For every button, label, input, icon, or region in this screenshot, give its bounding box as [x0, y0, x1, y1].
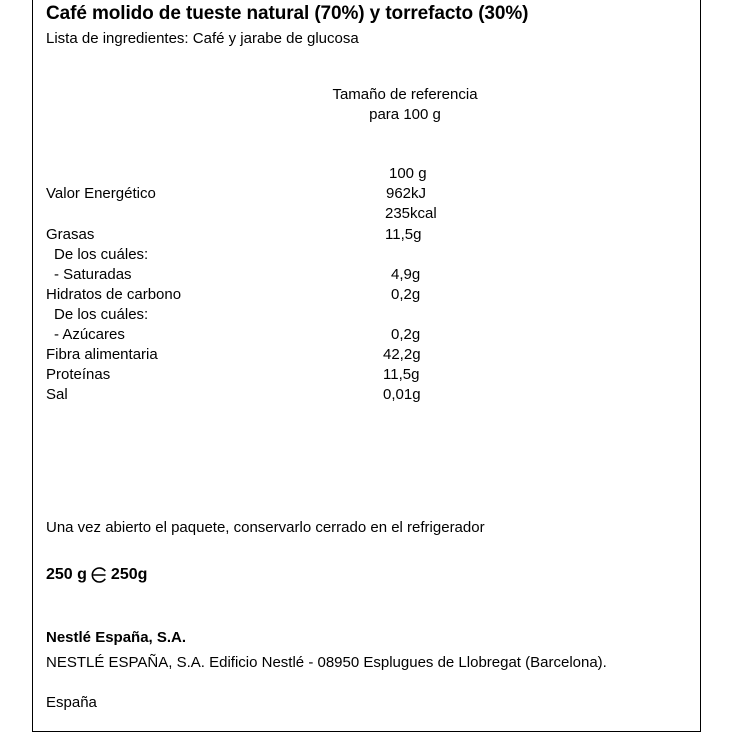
reference-size-line2: para 100 g [369, 106, 441, 123]
nutrient-sublabel: De los cuáles: [54, 306, 149, 323]
storage-note: Una vez abierto el paquete, conservarlo cerrado en el refrigerador [46, 519, 485, 536]
net-weight-value: 250g [110, 566, 148, 583]
estimated-sign-icon [90, 566, 108, 584]
nutrient-label-fibra: Fibra alimentaria [46, 346, 158, 363]
nutrient-value-azucares: 0,2g [391, 326, 421, 343]
ingredients-list: Lista de ingredientes: Café y jarabe de glucosa [46, 30, 359, 47]
net-weight [46, 566, 147, 584]
product-title: Café molido de tueste natural (70%) y torrefacto (30%) [46, 3, 529, 24]
nutrition-column-header: 100 g [389, 165, 427, 182]
nutrient-value-proteinas: 11,5g [383, 366, 420, 383]
nutrient-value-fibra: 42,2g [383, 346, 421, 363]
gross-weight-value: 250 g [46, 566, 87, 583]
nutrient-value-sal: 0,01g [383, 386, 421, 403]
nutrient-label-proteinas: Proteínas [46, 366, 111, 383]
nutrient-sublabel: De los cuáles: [54, 246, 149, 263]
nutrient-value-grasas: 11,5g [385, 226, 422, 243]
energy-label: Valor Energético [46, 185, 156, 202]
manufacturer-name: Nestlé España, S.A. [46, 629, 187, 646]
energy-kj-value: 962kJ [386, 185, 427, 202]
nutrient-value-saturadas: 4,9g [391, 266, 421, 283]
energy-kcal-value: 235kcal [385, 205, 437, 222]
manufacturer-address: NESTLÉ ESPAÑA, S.A. Edificio Nestlé - 08950 Esplugues de Llobregat (Barcelona). [46, 654, 607, 671]
nutrient-label-hidratos: Hidratos de carbono [46, 286, 182, 303]
nutrient-label-grasas: Grasas [46, 226, 95, 243]
nutrient-value-hidratos: 0,2g [391, 286, 421, 303]
manufacturer-country: España [46, 694, 97, 711]
nutrient-label-azucares: - Azúcares [54, 326, 125, 343]
nutrient-label-sal: Sal [46, 386, 68, 403]
reference-size-line1: Tamaño de referencia [332, 86, 478, 103]
nutrient-label-saturadas: - Saturadas [54, 266, 132, 283]
